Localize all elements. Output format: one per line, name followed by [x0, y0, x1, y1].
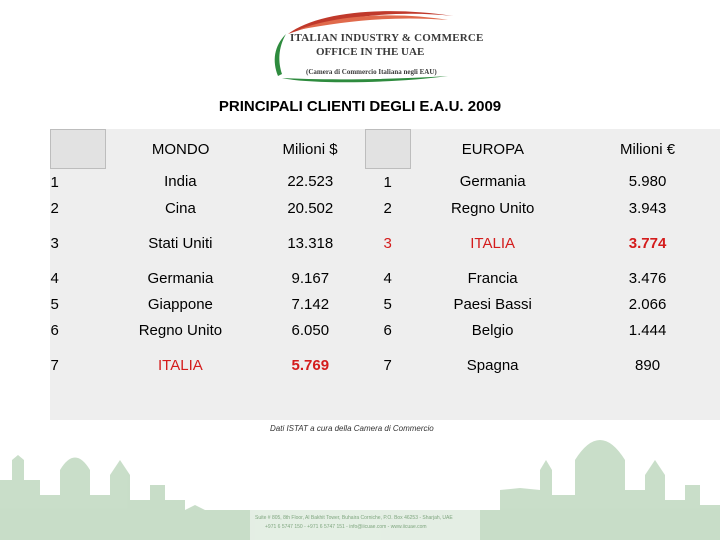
cell-value-eur: 5.980 [628, 173, 667, 191]
cell-rank-eu-highlight: 3 [383, 234, 392, 252]
cell-country-eu: Belgio [471, 321, 514, 339]
cell-value-eur: 3.476 [628, 269, 667, 287]
chamber-logo [268, 6, 484, 86]
cell-rank-eu: 2 [383, 199, 392, 217]
cell-country: Giappone [147, 295, 213, 313]
cell-country-eu: Spagna [466, 356, 519, 374]
cell-rank: 1 [50, 173, 59, 191]
clients-table [50, 129, 720, 387]
cell-country: Germania [147, 269, 214, 287]
cell-value-eur: 1.444 [628, 321, 667, 339]
cell-value-eur-highlight: 3.774 [628, 234, 667, 252]
table-row [51, 343, 720, 387]
cell-rank-eu: 5 [383, 295, 392, 313]
cell-country: Cina [164, 199, 196, 217]
page-title: PRINCIPALI CLIENTI DEGLI E.A.U. 2009 [218, 98, 502, 115]
header-cell-mondo: MONDO [151, 140, 210, 158]
cell-rank: 6 [50, 321, 59, 339]
clients-table-container [50, 129, 720, 420]
cell-country-eu: Paesi Bassi [453, 295, 532, 313]
cell-rank-eu: 6 [383, 321, 392, 339]
cell-country: Regno Unito [138, 321, 223, 339]
cell-country: Stati Uniti [148, 234, 213, 252]
cell-value-eur: 3.943 [628, 199, 667, 217]
footer-address: Suite # 805, 8th Floor, Al Bakhit Tower, Buhaira Corniche, P.O. Box 46253 - Sharjah, UAE [255, 515, 453, 521]
logo-text-line1: ITALIAN INDUSTRY & COMMERCE [290, 32, 484, 44]
table-row [51, 317, 720, 343]
cell-rank-eu: 7 [383, 356, 392, 374]
cell-rank-eu: 4 [383, 269, 392, 287]
cell-value-usd: 7.142 [291, 295, 330, 313]
cell-country-eu: Germania [459, 173, 526, 191]
cell-value-eur: 890 [635, 356, 661, 374]
source-note: Dati ISTAT a cura della Camera di Commercio [270, 424, 434, 433]
cell-value-usd: 20.502 [287, 199, 334, 217]
logo-text-line2: OFFICE IN THE UAE [316, 46, 425, 58]
cell-country-eu: Regno Unito [450, 199, 535, 217]
cell-country-eu: Francia [467, 269, 518, 287]
header-cell-milioni-usd: Milioni $ [282, 140, 338, 158]
footer-contacts: +971 6 5747 150 - +971 6 5747 151 - info@iicuae.com - www.iicuae.com [265, 524, 427, 530]
cell-value-usd: 22.523 [287, 173, 334, 191]
cell-rank: 2 [50, 199, 59, 217]
header-cell-rank2 [365, 130, 410, 169]
cell-rank: 5 [50, 295, 59, 313]
table-row [51, 221, 720, 265]
table-header-row [51, 130, 720, 169]
cell-rank: 7 [50, 356, 59, 374]
logo-text-line3: (Camera di Commercio Italiana negli EAU) [306, 68, 437, 76]
table-row [51, 169, 720, 196]
header-cell-milioni-eur: Milioni € [620, 140, 676, 158]
header-cell-europa: EUROPA [461, 140, 524, 158]
header-cell-rank [51, 130, 106, 169]
cell-rank: 3 [50, 234, 59, 252]
cell-country-highlight: ITALIA [158, 356, 203, 374]
cell-value-eur: 2.066 [628, 295, 667, 313]
cell-country: India [164, 173, 197, 191]
table-row [51, 291, 720, 317]
cell-value-usd-highlight: 5.769 [291, 356, 330, 374]
cell-value-usd: 9.167 [291, 269, 330, 287]
cell-value-usd: 13.318 [287, 234, 334, 252]
table-row [51, 265, 720, 291]
cell-rank: 4 [50, 269, 59, 287]
cell-rank-eu: 1 [383, 173, 392, 191]
cell-country-eu-highlight: ITALIA [470, 234, 516, 252]
table-row [51, 195, 720, 221]
cell-value-usd: 6.050 [291, 321, 330, 339]
